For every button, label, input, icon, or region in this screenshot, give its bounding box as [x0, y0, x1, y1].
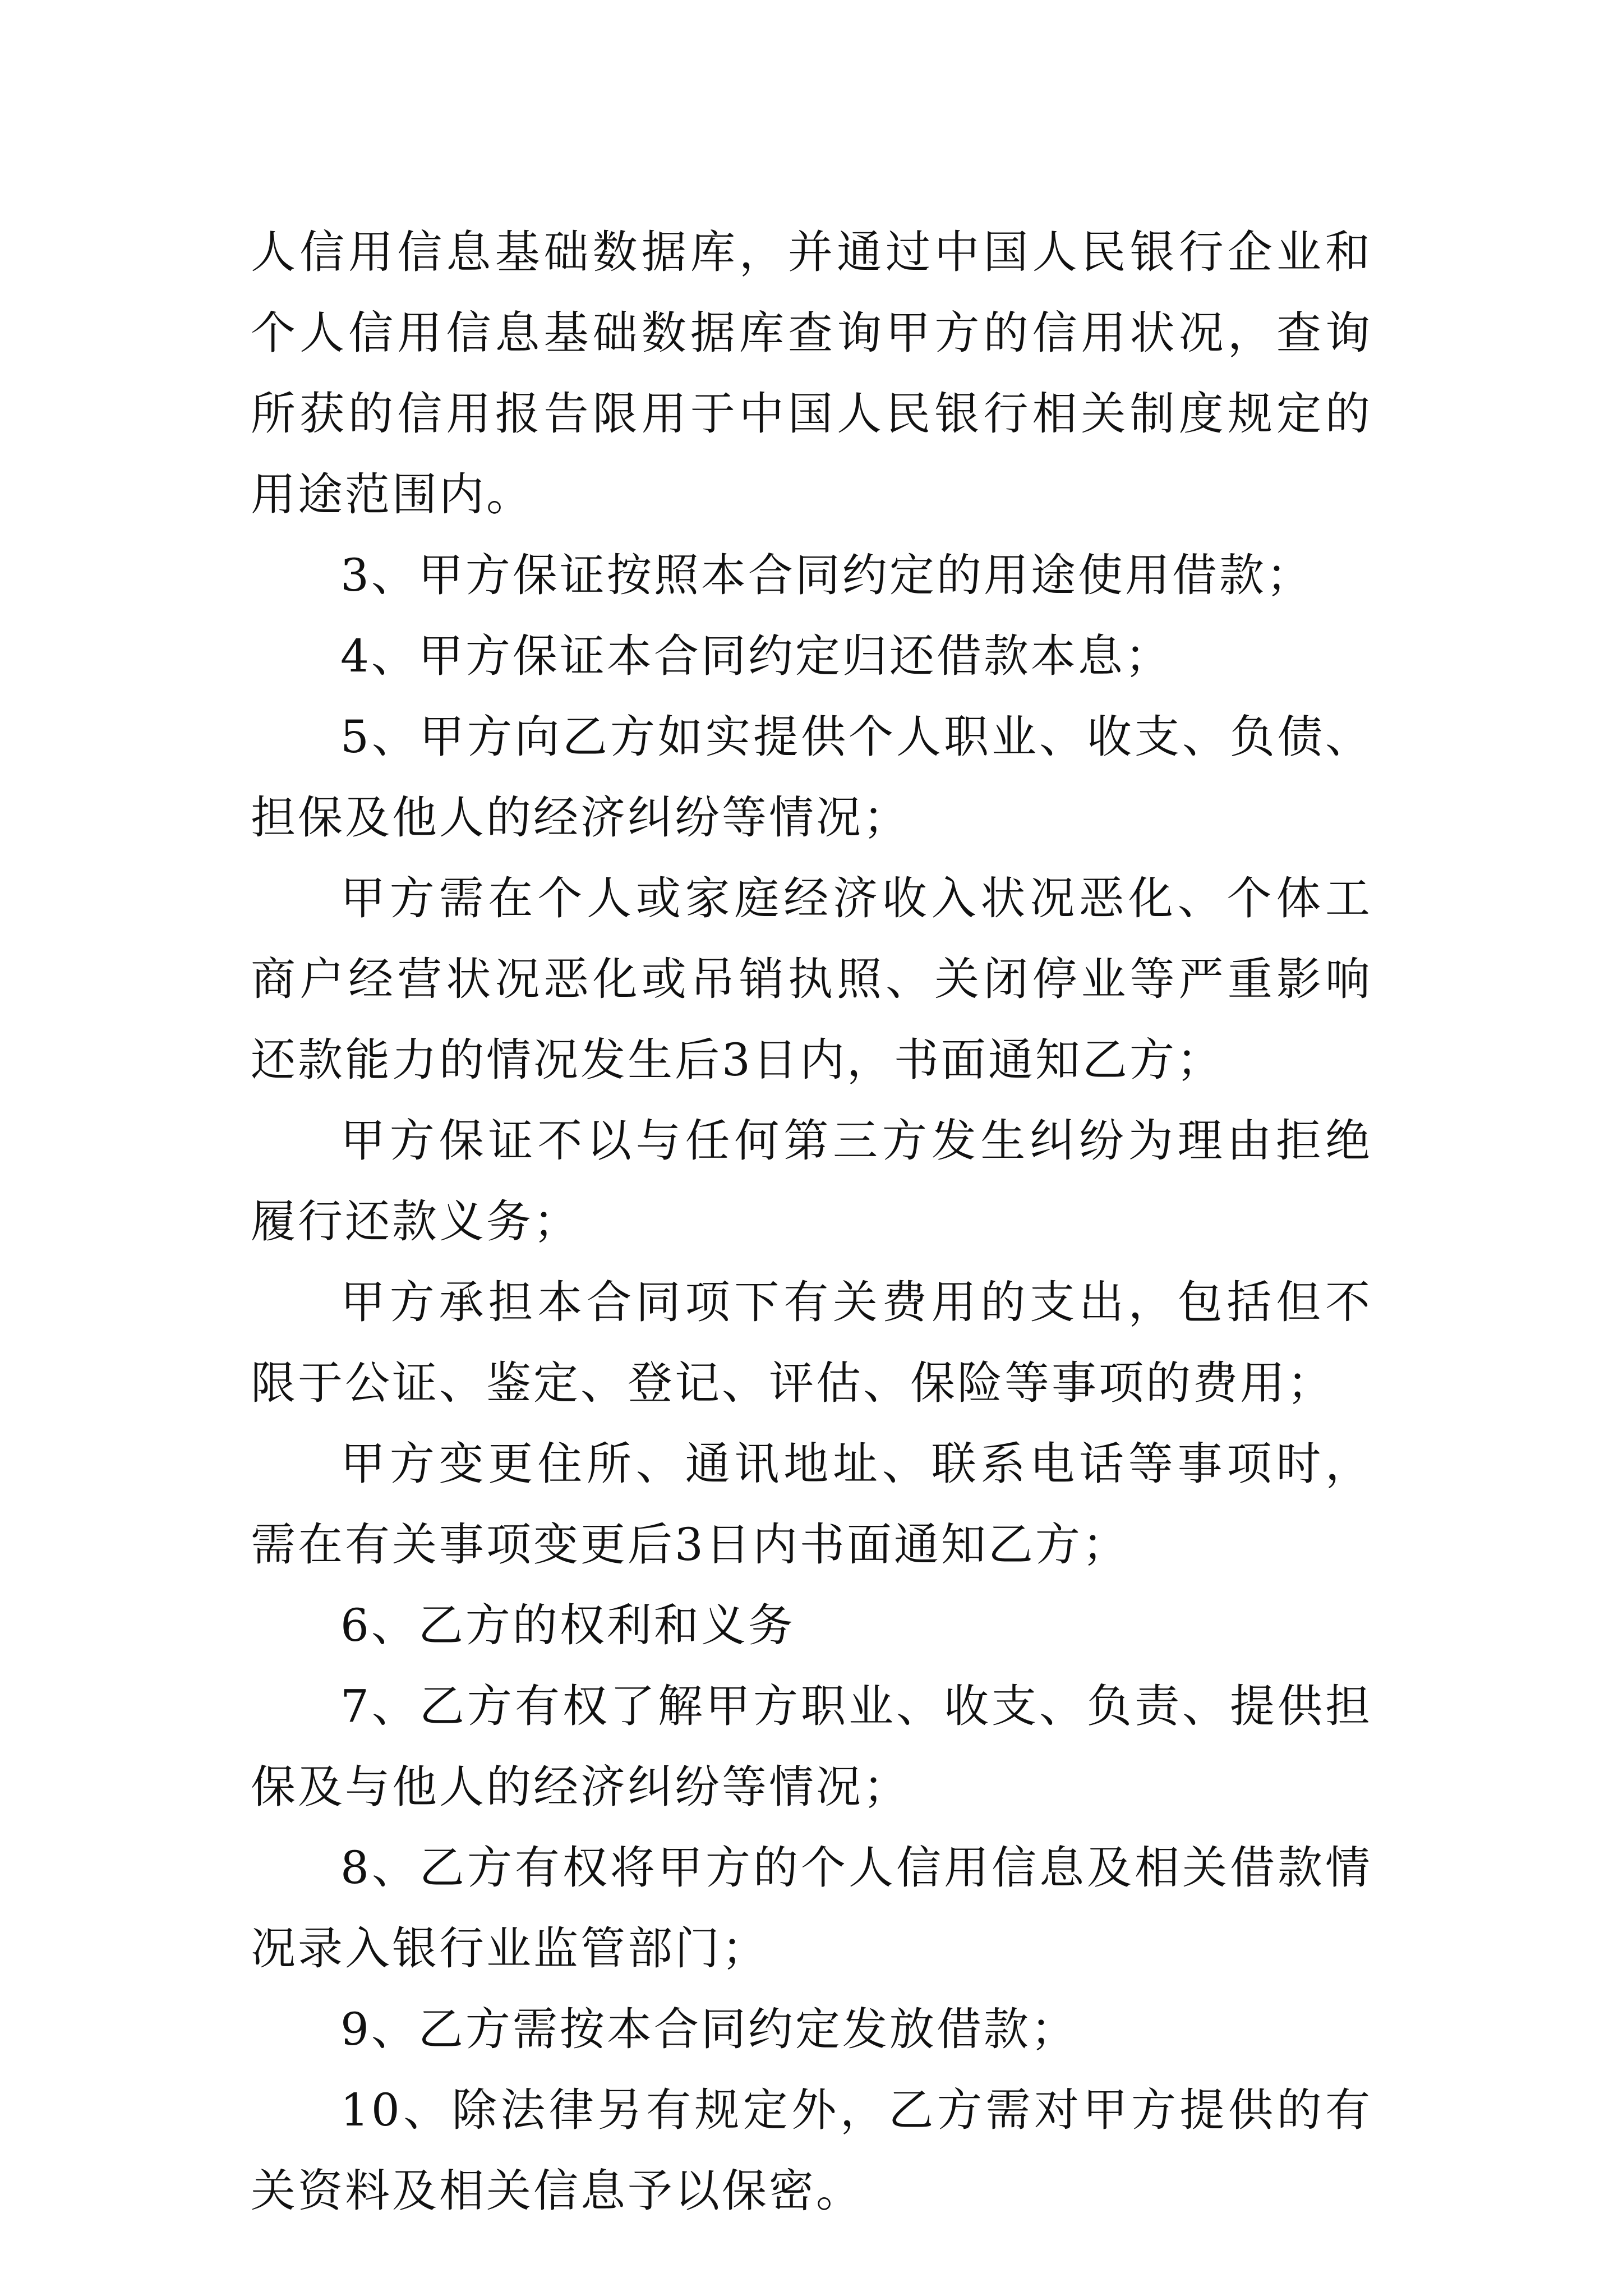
paragraph-fees: 甲方承担本合同项下有关费用的支出，包括但不限于公证、鉴定、登记、评估、保险等事项的费用； [251, 1276, 1372, 1409]
paragraph-clause-5: 5、甲方向乙方如实提供个人职业、收支、负债、担保及他人的经济纠纷等情况； [251, 711, 1372, 844]
paragraph-clause-9: 9、乙方需按本合同约定发放借款； [340, 2003, 1078, 2055]
paragraph-clause-10: 10、除法律另有规定外，乙方需对甲方提供的有关资料及相关信息予以保密。 [251, 2084, 1372, 2217]
paragraph-clause-3: 3、甲方保证按照本合同约定的用途使用借款； [340, 549, 1313, 601]
paragraph-no-refusal: 甲方保证不以与任何第三方发生纠纷为理由拒绝履行还款义务； [251, 1115, 1372, 1248]
paragraph-credit-database: 人信用信息基础数据库，并通过中国人民银行企业和个人信用信息基础数据库查询甲方的信用状况，查询所获的信用报告限用于中国人民银行相关制度规定的用途范围内。 [251, 226, 1372, 521]
paragraph-address-change: 甲方变更住所、通讯地址、联系电话等事项时，需在有关事项变更后3日内书面通知乙方； [251, 1438, 1372, 1571]
paragraph-clause-8: 8、乙方有权将甲方的个人信用信息及相关借款情况录入银行业监管部门； [251, 1842, 1372, 1975]
paragraph-clause-7: 7、乙方有权了解甲方职业、收支、负责、提供担保及与他人的经济纠纷等情况； [251, 1680, 1372, 1813]
paragraph-notify-income-change: 甲方需在个人或家庭经济收入状况恶化、个体工商户经营状况恶化或吊销执照、关闭停业等严重影响还款能力的情况发生后3日内，书面通知乙方； [251, 872, 1372, 1086]
paragraph-clause-6-heading: 6、乙方的权利和义务 [340, 1599, 795, 1651]
paragraph-clause-4: 4、甲方保证本合同约定归还借款本息； [340, 630, 1172, 682]
document-body [251, 212, 1372, 2231]
